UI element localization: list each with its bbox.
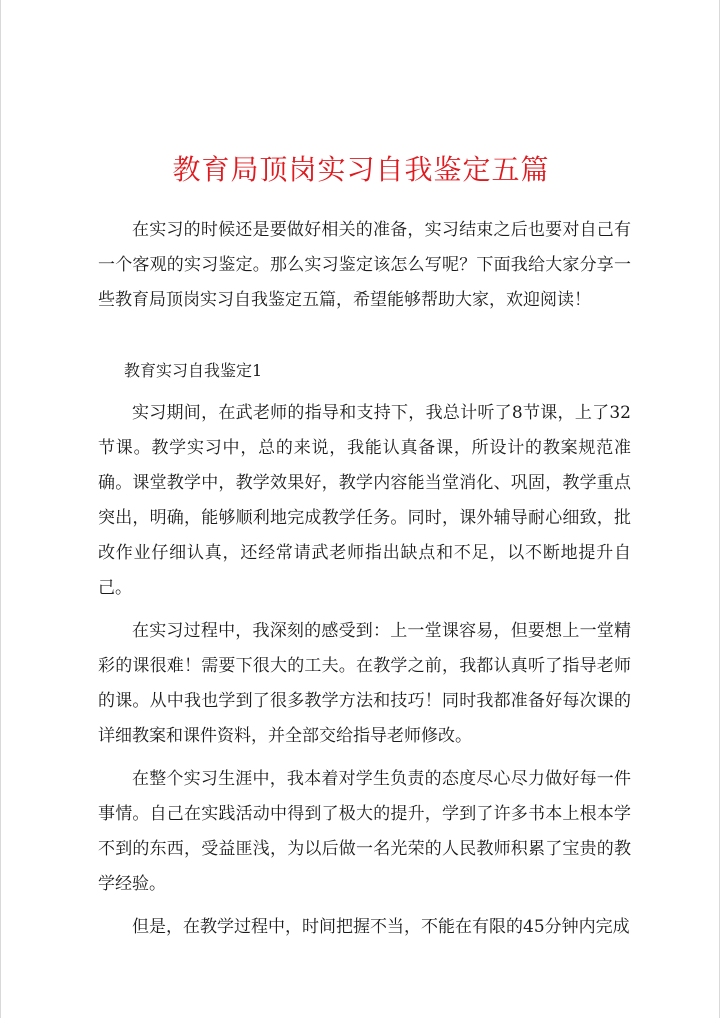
body-paragraph-2: 在实习过程中，我深刻的感受到：上一堂课容易，但要想上一堂精彩的课很难！需要下很大的工夫。在教学之前，我都认真听了指导老师的课。从中我也学到了很多教学方法和技巧！同时我都准备好每次课的详细教案和课件资料，并全部交给指导老师修改。 (98, 621, 631, 746)
body-paragraph-4: 但是，在教学过程中，时间把握不当，不能在有限的45分钟内完成 (132, 917, 630, 937)
document-body (98, 213, 631, 945)
body-paragraph-3: 在整个实习生涯中，我本着对学生负责的态度尽心尽力做好每一件事情。自己在实践活动中得到了极大的提升，学到了许多书本上根本学不到的东西，受益匪浅，为以后做一名光荣的人民教师积累了宝贵的教学经验。 (98, 769, 631, 894)
intro-paragraph: 在实习的时候还是要做好相关的准备，实习结束之后也要对自己有一个客观的实习鉴定。那么实习鉴定该怎么写呢？下面我给大家分享一些教育局顶岗实习自我鉴定五篇，希望能够帮助大家，欢迎阅读！ (98, 220, 631, 310)
section-heading: 教育实习自我鉴定1 (124, 361, 263, 380)
body-paragraph-1: 实习期间，在武老师的指导和支持下，我总计听了8节课，上了32节课。教学实习中，总的来说，我能认真备课，所设计的教案规范准确。课堂教学中，教学效果好，教学内容能当堂消化、巩固，教学重点突出，明确，能够顺利地完成教学任务。同时，课外辅导耐心细致，批改作业仔细认真，还经常请武老师指出缺点和不足，以不断地提升自己。 (98, 403, 631, 598)
document-title: 教育局顶岗实习自我鉴定五篇 (172, 153, 550, 186)
